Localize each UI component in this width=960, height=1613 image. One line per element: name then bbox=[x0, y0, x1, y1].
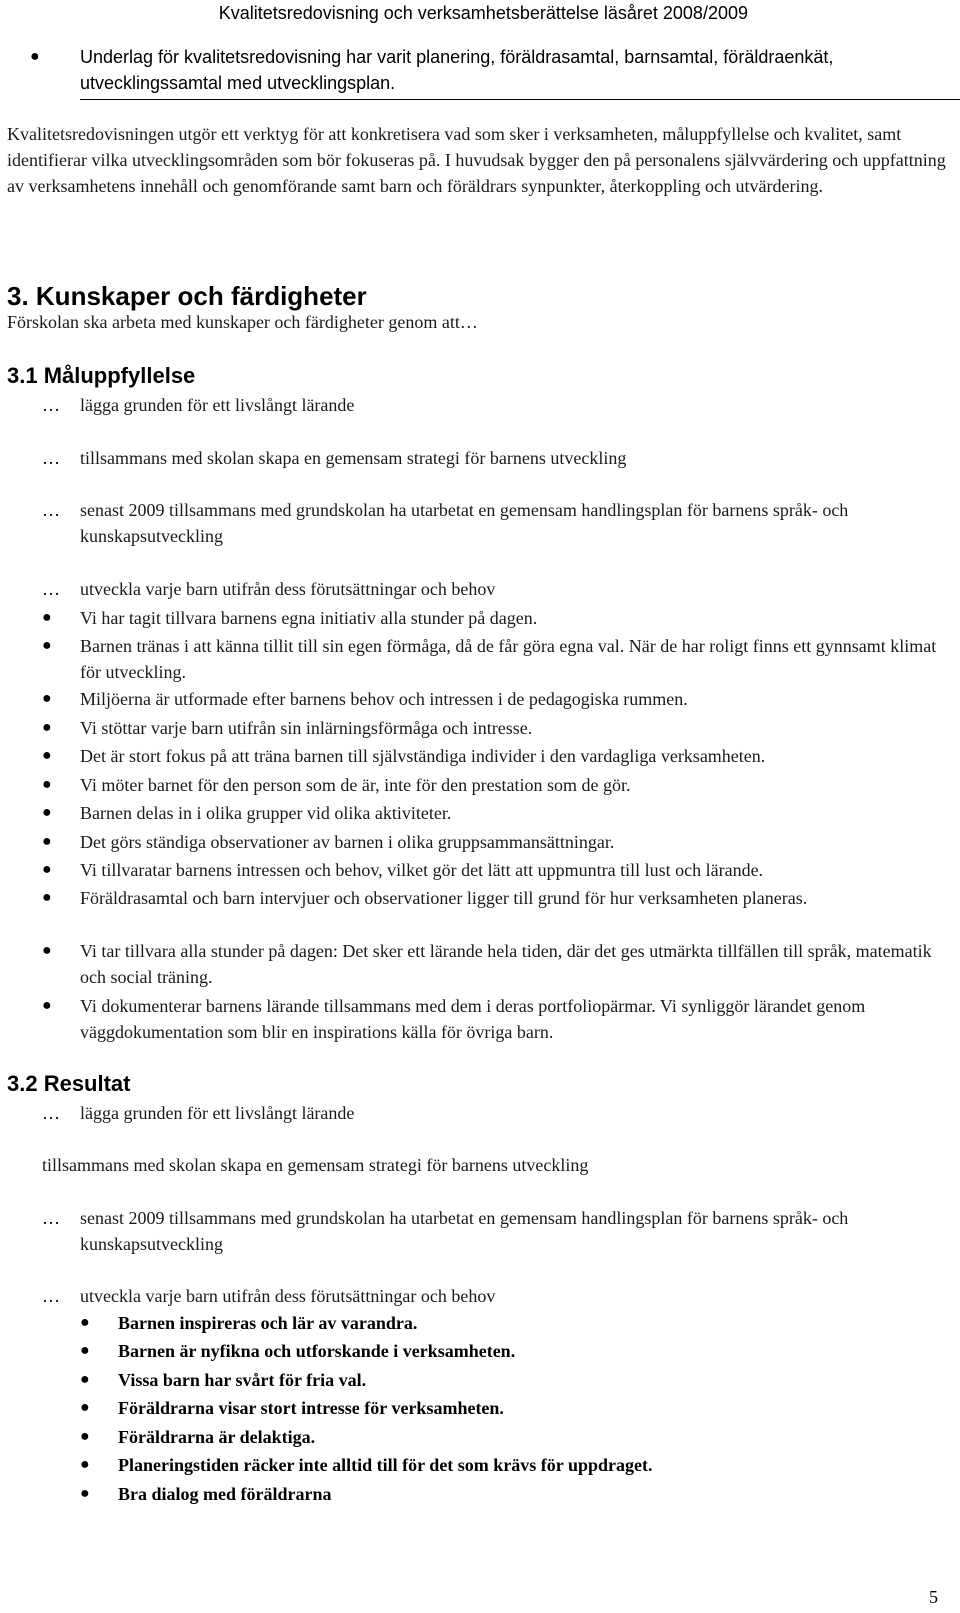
list-item: Planeringstiden räcker inte alltid till för det som krävs för uppdraget. bbox=[118, 1455, 653, 1475]
list-item: Det görs ständiga observationer av barnen i olika gruppsammansättningar. bbox=[80, 832, 615, 852]
list-item: Miljöerna är utformade efter barnens behov och intressen i de pedagogiska rummen. bbox=[80, 689, 688, 709]
ellipsis-marker: … bbox=[42, 1286, 60, 1306]
list-item: Vi stöttar varje barn utifrån sin inlärningsförmåga och intresse. bbox=[80, 718, 533, 738]
list-item: Föräldrarna är delaktiga. bbox=[118, 1427, 316, 1447]
goal-item: tillsammans med skolan skapa en gemensam strategi för barnens utveckling bbox=[80, 448, 627, 468]
page-header: Kvalitetsredovisning och verksamhetsberättelse läsåret 2008/2009 bbox=[218, 3, 748, 23]
list-item: Vi har tagit tillvara barnens egna initiativ alla stunder på dagen. bbox=[80, 608, 538, 628]
bullet-icon: ● bbox=[80, 1456, 90, 1473]
ellipsis-marker: … bbox=[42, 1208, 60, 1228]
bullet-icon: ● bbox=[42, 997, 52, 1014]
bullet-icon: ● bbox=[80, 1371, 90, 1388]
list-item: Barnen inspireras och lär av varandra. bbox=[118, 1313, 418, 1333]
bullet-icon: ● bbox=[80, 1485, 90, 1502]
section-3-1-heading: 3.1 Måluppfyllelse bbox=[7, 363, 196, 388]
list-item: Föräldrarna visar stort intresse för verksamheten. bbox=[118, 1398, 504, 1418]
bullet-icon: ● bbox=[42, 719, 52, 736]
goal-item: senast 2009 tillsammans med grundskolan ha utarbetat en gemensam handlingsplan för barnens språk- och kunskapsutveckling bbox=[80, 500, 849, 546]
list-item: Barnen delas in i olika grupper vid olika aktiviteter. bbox=[80, 803, 452, 823]
bullet-icon: ● bbox=[42, 889, 52, 906]
intro-paragraph: Kvalitetsredovisningen utgör ett verktyg för att konkretisera vad som sker i verksamheten, måluppfyllelse och kvalitet, samt identifierar vilka utvecklingsområden som bör fokuseras på. I huvudsak bygger den på personalens självvärdering och uppfattning av verksamhetens innehåll och genomförande samt barn och föräldrars synpunkter, återkoppling och utvärdering. bbox=[7, 124, 946, 196]
goal-item: lägga grunden för ett livslångt lärande bbox=[80, 395, 355, 415]
goal-item: lägga grunden för ett livslångt lärande bbox=[80, 1103, 355, 1123]
page-number: 5 bbox=[929, 1587, 938, 1607]
ellipsis-marker: … bbox=[42, 1103, 60, 1123]
bullet-icon: ● bbox=[42, 942, 52, 959]
bullet-icon: ● bbox=[42, 637, 52, 654]
list-item: Bra dialog med föräldrarna bbox=[118, 1484, 332, 1504]
goal-item: senast 2009 tillsammans med grundskolan ha utarbetat en gemensam handlingsplan för barnens språk- och kunskapsutveckling bbox=[80, 1208, 849, 1254]
list-item: Vi möter barnet för den person som de är, inte för den prestation som de gör. bbox=[80, 775, 631, 795]
bullet-icon: ● bbox=[42, 861, 52, 878]
section-3-2-heading: 3.2 Resultat bbox=[7, 1071, 131, 1096]
intro-bullet-text: Underlag för kvalitetsredovisning har varit planering, föräldrasamtal, barnsamtal, föräldraenkät, utvecklingssamtal med utvecklingsplan. bbox=[80, 47, 834, 93]
goal-item: utveckla varje barn utifrån dess förutsättningar och behov bbox=[80, 579, 496, 599]
bullet-icon: ● bbox=[80, 1428, 90, 1445]
bullet-icon: ● bbox=[42, 804, 52, 821]
goal-item: tillsammans med skolan skapa en gemensam strategi för barnens utveckling bbox=[42, 1155, 589, 1175]
bullet-icon: ● bbox=[30, 48, 40, 65]
bullet-icon: ● bbox=[42, 609, 52, 626]
ellipsis-marker: … bbox=[42, 579, 60, 599]
list-item: Vi tillvaratar barnens intressen och behov, vilket gör det lätt att uppmuntra till lust och lärande. bbox=[80, 860, 764, 880]
bullet-icon: ● bbox=[42, 690, 52, 707]
section-3-subtitle: Förskolan ska arbeta med kunskaper och färdigheter genom att… bbox=[7, 312, 478, 332]
ellipsis-marker: … bbox=[42, 500, 60, 520]
ellipsis-marker: … bbox=[42, 448, 60, 468]
list-item: Barnen är nyfikna och utforskande i verksamheten. bbox=[118, 1341, 516, 1361]
bullet-icon: ● bbox=[42, 833, 52, 850]
bullet-icon: ● bbox=[80, 1342, 90, 1359]
goal-item: utveckla varje barn utifrån dess förutsättningar och behov bbox=[80, 1286, 496, 1306]
list-item: Det är stort fokus på att träna barnen till självständiga individer i den vardagliga verksamheten. bbox=[80, 746, 766, 766]
bullet-icon: ● bbox=[80, 1399, 90, 1416]
list-item: Vissa barn har svårt för fria val. bbox=[118, 1370, 367, 1390]
list-item: Vi dokumenterar barnens lärande tillsammans med dem i deras portfoliopärmar. Vi synliggör lärandet genom väggdokumentation som blir en inspirations källa för övriga barn. bbox=[80, 996, 866, 1042]
ellipsis-marker: … bbox=[42, 395, 60, 415]
divider bbox=[80, 99, 960, 100]
section-3-heading: 3. Kunskaper och färdigheter bbox=[7, 281, 367, 311]
bullet-icon: ● bbox=[42, 747, 52, 764]
list-item: Vi tar tillvara alla stunder på dagen: Det sker ett lärande hela tiden, där det ges utmärkta tillfällen till språk, matematik och social träning. bbox=[80, 941, 932, 987]
list-item: Barnen tränas i att känna tillit till sin egen förmåga, då de får göra egna val. När de har roligt finns ett gynnsamt klimat för utveckling. bbox=[80, 636, 937, 682]
bullet-icon: ● bbox=[42, 776, 52, 793]
list-item: Föräldrasamtal och barn intervjuer och observationer ligger till grund för hur verksamheten planeras. bbox=[80, 888, 808, 908]
bullet-icon: ● bbox=[80, 1314, 90, 1331]
